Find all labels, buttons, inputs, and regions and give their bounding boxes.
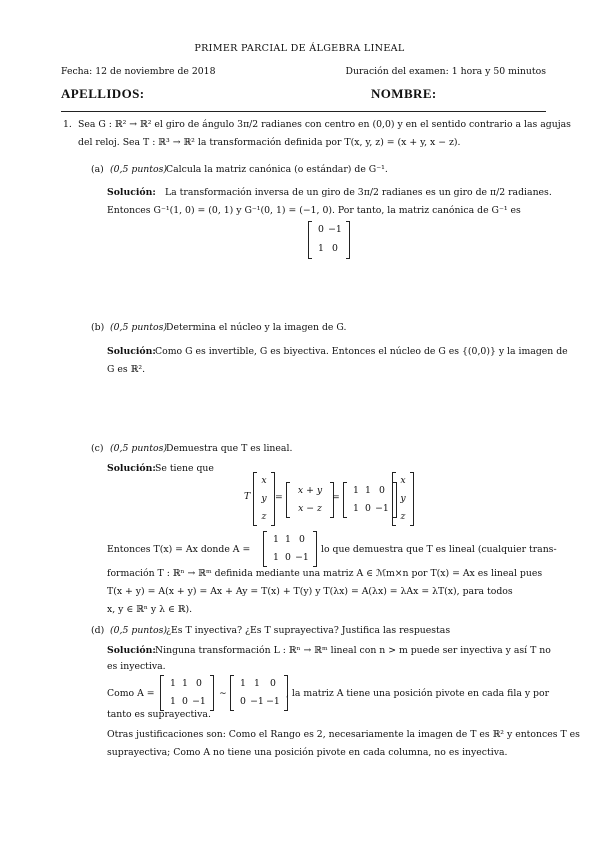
matrix-a-d: 1 1 0 1 0 −1	[160, 675, 214, 711]
part-c-solution-intro: Se tiene que	[155, 463, 214, 474]
matrix-row-reduced: 1 1 0 0 −1 −1	[230, 675, 288, 711]
matrix-a-inline: 1 1 0 1 0 −1	[263, 531, 317, 567]
part-b-points: (0,5 puntos)	[110, 322, 168, 333]
part-a-solution-line-1: La transformación inversa de un giro de 3π/2 radianes es un giro de π/2 radianes.	[165, 187, 552, 198]
part-a-solution-line-2: Entonces G⁻¹(1, 0) = (0, 1) y G⁻¹(0, 1) = (−1, 0). Por tanto, la matriz canónica de G⁻¹ es	[107, 205, 521, 216]
equation-t: T	[244, 491, 251, 502]
equals-1: =	[275, 492, 283, 503]
part-c-line-3: T(x + y) = A(x + y) = Ax + Ay = T(x) + T(y) y T(λx) = A(λx) = λAx = λT(x), para todos	[107, 586, 513, 597]
problem-line-2: del reloj. Sea T : ℝ³ → ℝ² la transformación definida por T(x, y, z) = (x + y, x − z).	[78, 137, 461, 148]
part-b-solution-label: Solución:	[107, 346, 156, 357]
exam-duration: Duración del examen: 1 hora y 50 minutos	[345, 66, 546, 77]
part-d-solution-line-2: es inyectiva.	[107, 661, 166, 672]
part-d-points: (0,5 puntos)	[110, 625, 168, 636]
part-a-label: (a)	[91, 164, 104, 175]
part-a-question: Calcula la matriz canónica (o estándar) de G⁻¹.	[166, 164, 388, 175]
part-d-other-2: suprayectiva; Como A no tiene una posición pivote en cada columna, no es inyectiva.	[107, 747, 508, 758]
part-c-label: (c)	[91, 443, 104, 454]
equals-2: =	[332, 492, 340, 503]
part-c-line-2: formación T : ℝⁿ → ℝᵐ definida mediante una matriz A ∈ ℳm×n por T(x) = Ax es lineal pues	[107, 568, 543, 579]
part-b-solution-line-1: Como G es invertible, G es biyectiva. Entonces el núcleo de G es {(0,0)} y la imagen de	[155, 346, 568, 357]
part-b-question: Determina el núcleo y la imagen de G.	[166, 322, 347, 333]
part-d-label: (d)	[91, 625, 105, 636]
part-c-solution-label: Solución:	[107, 463, 156, 474]
vector-result: x + y x − z	[286, 482, 334, 518]
matrix-a-equation: 1 1 0 1 0 −1	[343, 482, 397, 518]
part-a-solution-label: Solución:	[107, 187, 156, 198]
vector-xyz-right: x y z	[392, 472, 414, 526]
part-a-points: (0,5 puntos)	[110, 164, 168, 175]
part-d-other-1: Otras justificaciones son: Como el Rango es 2, necesariamente la imagen de T es ℝ² y entonces T es	[107, 729, 580, 740]
header-rule	[61, 111, 546, 112]
row-equivalence-symbol: ∼	[219, 688, 227, 699]
exam-title: PRIMER PARCIAL DE ÁLGEBRA LINEAL	[194, 43, 405, 54]
exam-date: Fecha: 12 de noviembre de 2018	[61, 66, 216, 77]
problem-line-1: Sea G : ℝ² → ℝ² el giro de ángulo 3π/2 radianes con centro en (0,0) y en el sentido contrario a las agujas	[78, 119, 571, 130]
part-d-question: ¿Es T inyectiva? ¿Es T suprayectiva? Justifica las respuestas	[166, 625, 451, 636]
part-d-solution-label: Solución:	[107, 645, 156, 656]
part-d-solution-line-1: Ninguna transformación L : ℝⁿ → ℝᵐ lineal con n > m puede ser inyectiva y así T no	[155, 645, 551, 656]
part-d-como-line-2: tanto es suprayectiva.	[107, 709, 211, 720]
part-c-then-post: lo que demuestra que T es lineal (cualquier trans-	[321, 544, 557, 555]
part-c-then-pre: Entonces T(x) = Ax donde A =	[107, 544, 251, 555]
vector-xyz: x y z	[253, 472, 275, 526]
part-c-line-4: x, y ∈ ℝⁿ y λ ∈ ℝ).	[107, 604, 193, 615]
part-d-como-pre: Como A =	[107, 688, 155, 699]
problem-number: 1.	[63, 119, 72, 130]
part-c-points: (0,5 puntos)	[110, 443, 168, 454]
matrix-g-inverse: 0 −1 1 0	[308, 221, 350, 259]
name-label: NOMBRE:	[371, 86, 437, 101]
part-b-label: (b)	[91, 322, 105, 333]
part-c-question: Demuestra que T es lineal.	[166, 443, 293, 454]
part-d-como-post: , la matriz A tiene una posición pivote en cada fila y por	[286, 688, 550, 699]
surname-label: APELLIDOS:	[61, 86, 145, 101]
part-b-solution-line-2: G es ℝ².	[107, 364, 146, 375]
